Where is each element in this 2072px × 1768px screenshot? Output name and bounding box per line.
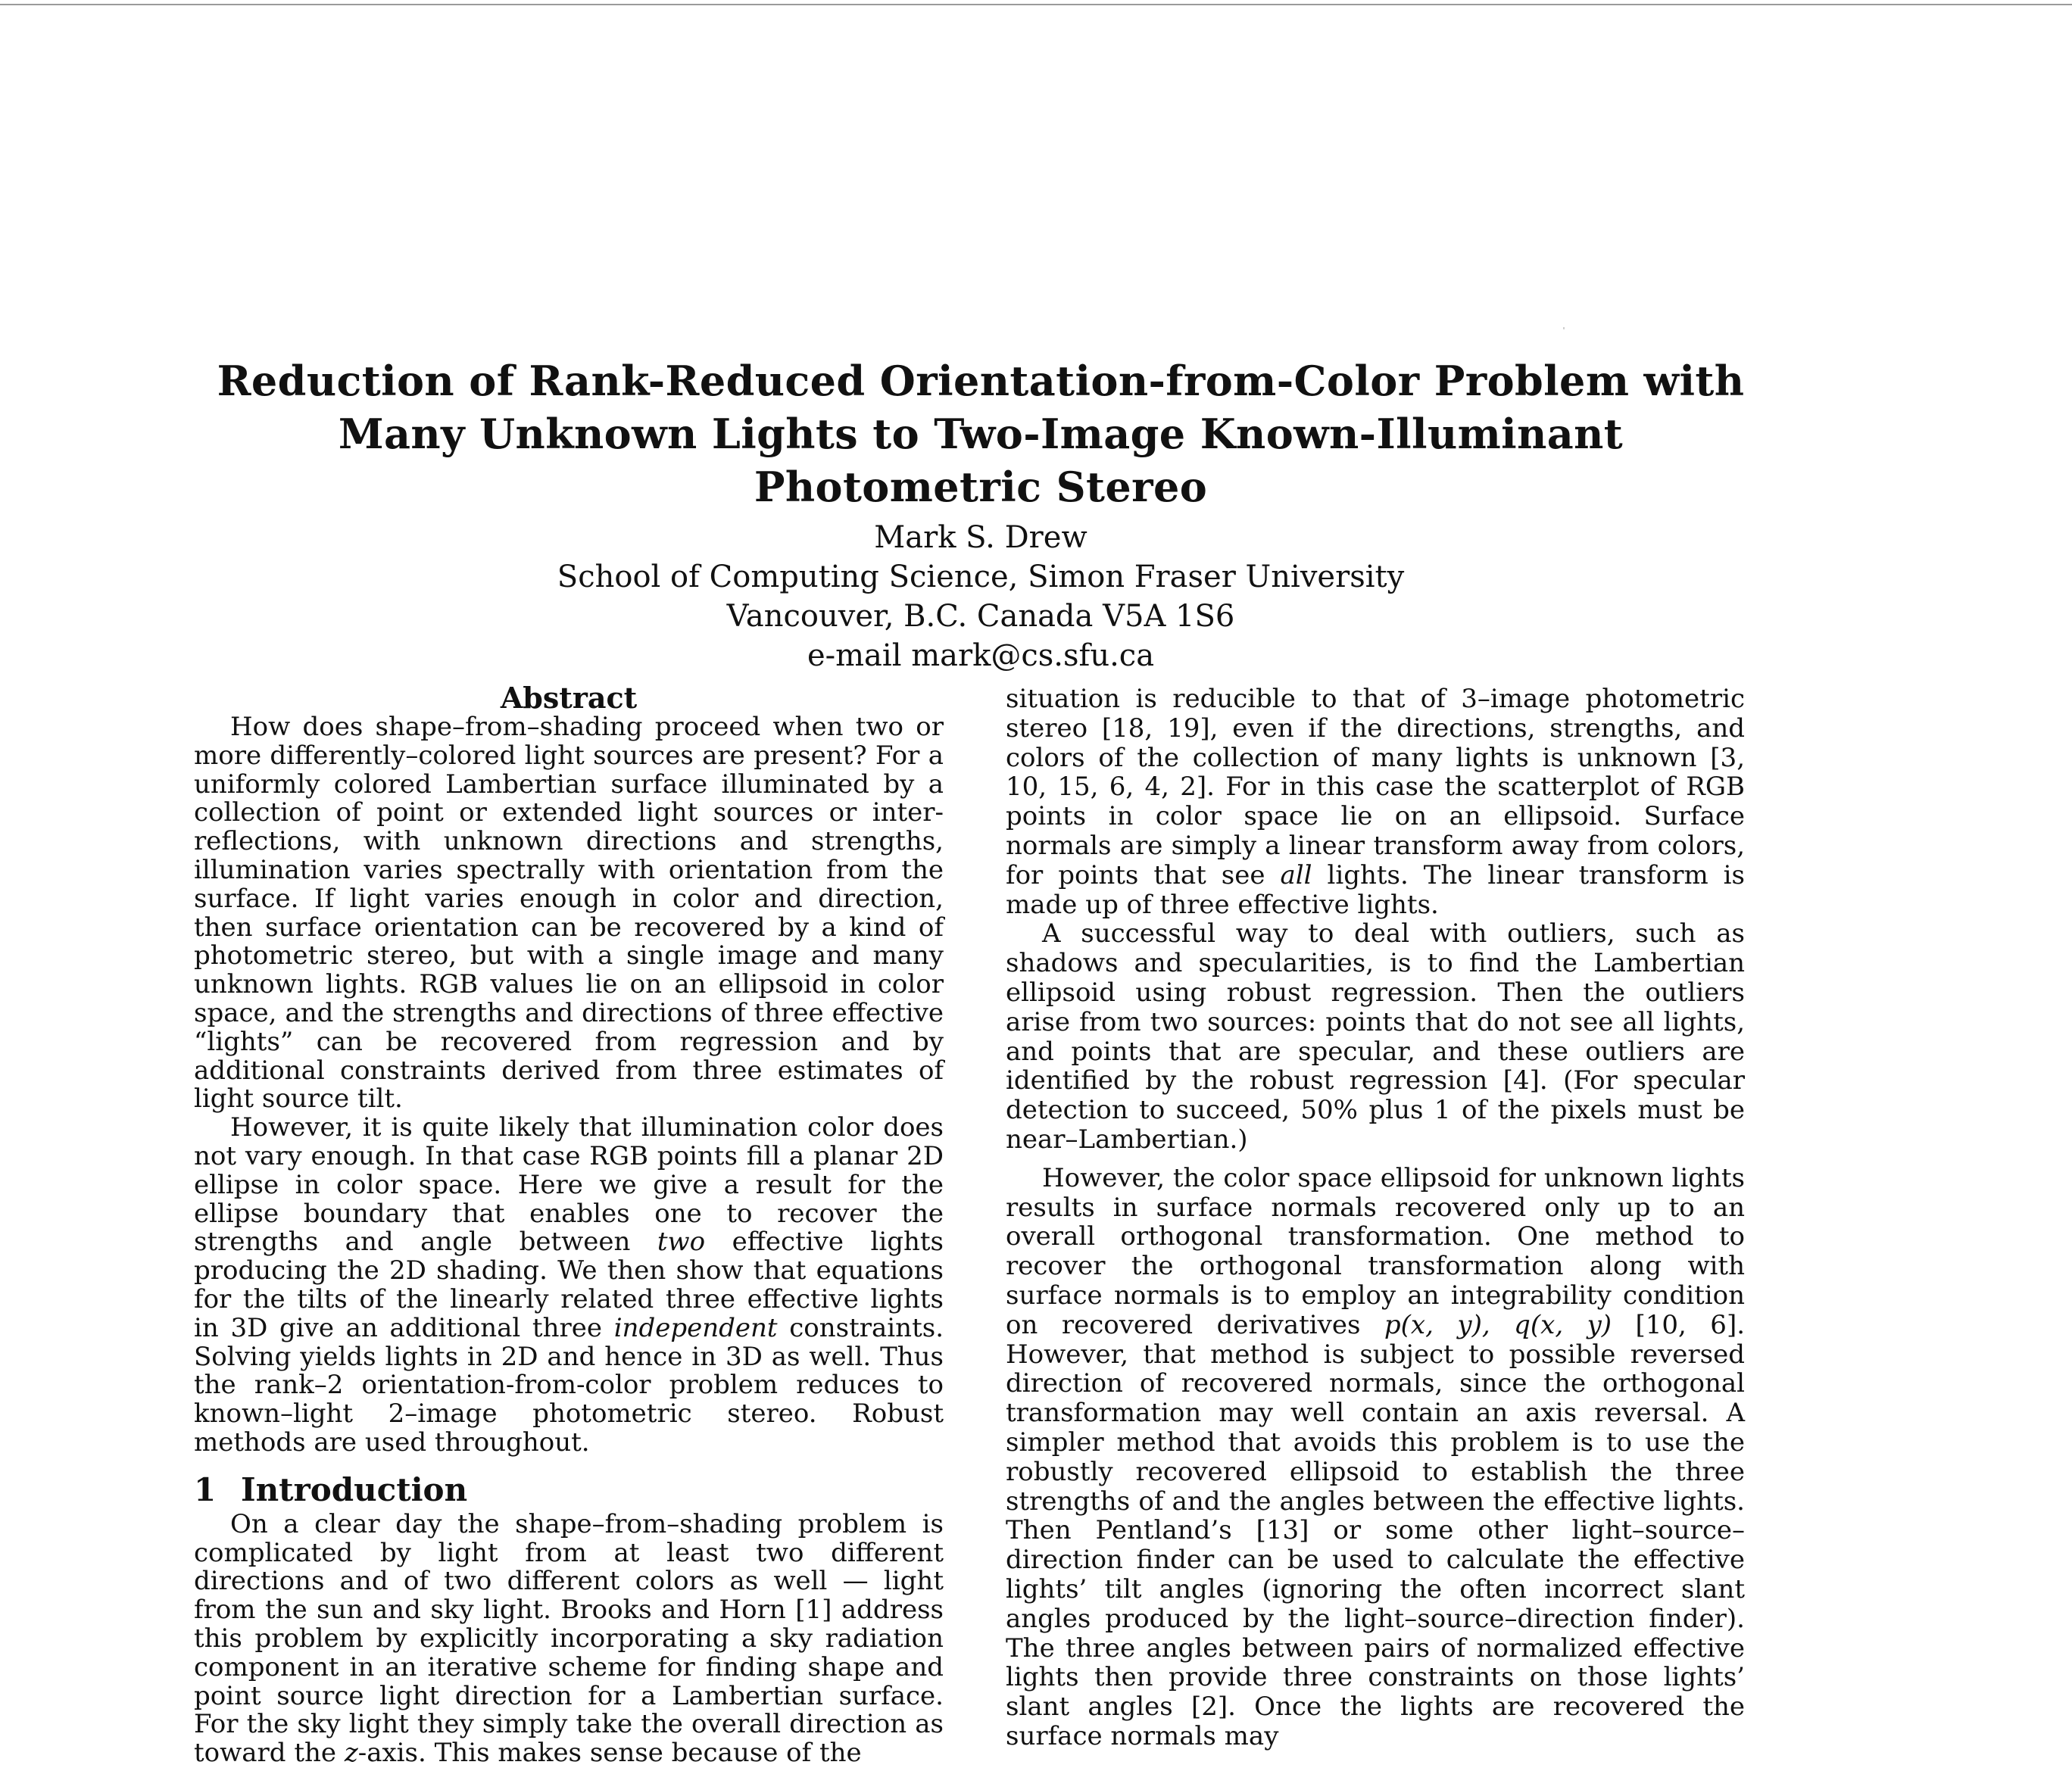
left-column xyxy=(194,683,944,1768)
right-paragraph-3 xyxy=(1006,1164,1745,1751)
abstract-p2-text: constraints. Solving yields lights in 2D and hence in 3D as well. Thus the rank–2 orientation-from-color problem reduces to known–light 2–image photometric stereo. Robust methods are used throughout. xyxy=(194,1312,944,1458)
author-affiliation: School of Computing Science, Simon Fraser University xyxy=(557,560,1405,594)
math-z: z xyxy=(344,1738,358,1768)
right-paragraph-1 xyxy=(1006,684,1745,919)
section-number: 1 xyxy=(194,1470,217,1508)
scan-speck xyxy=(1563,327,1565,329)
abstract-paragraph-1 xyxy=(194,713,944,1114)
intro-paragraph-1 xyxy=(194,1508,944,1768)
math-pq: p(x, y), q(x, y) xyxy=(1384,1309,1612,1340)
page-top-rule xyxy=(0,4,2072,5)
right-paragraph-2 xyxy=(1006,919,1745,1154)
intro-p1-text: -axis. This makes sense because of the xyxy=(357,1738,862,1768)
author-block xyxy=(182,518,1780,675)
right-p1-text: lights. The linear transform is made up of three effective lights. xyxy=(1006,859,1745,920)
emphasis-all: all xyxy=(1280,859,1312,890)
emphasis-independent: independent xyxy=(613,1312,778,1343)
title-line: Many Unknown Lights to Two-Image Known-Illuminant xyxy=(338,410,1624,458)
author-name: Mark S. Drew xyxy=(874,520,1087,555)
abstract-p2-text: However, it is quite likely that illumination color does not vary enough. In that case RGB points fill a planar 2D ellipse in color space. Here we give a result for the ellipse boundary that enables one to recover the strengths and angle between xyxy=(194,1112,944,1258)
abstract-heading: Abstract xyxy=(500,681,638,715)
author-email: e-mail mark@cs.sfu.ca xyxy=(807,638,1155,673)
section-title: Introduction xyxy=(241,1470,468,1508)
intro-p1-text: On a clear day the shape–from–shading problem is complicated by light from at least two different directions and of two different colors as well — light from the sun and sky light. Brooks and Horn [1] address this problem by explicitly incorporating a sky radiation component in an iterative scheme for finding shape and point source light direction for a Lambertian surface. For the sky light they simply take the overall direction as toward the xyxy=(194,1508,944,1768)
right-p1-text: situation is reducible to that of 3–image photometric stereo [18, 19], even if the directions, strengths, and colors of the collection of many lights is unknown [3, 10, 15, 6, 4, 2]. For in this case the scatterplot of RGB points in color space lie on an ellipsoid. Surface normals are simply a linear transform away from colors, for points that see xyxy=(1006,684,1745,890)
emphasis-two: two xyxy=(657,1227,706,1258)
section-heading-introduction xyxy=(194,1470,944,1508)
abstract-p2-text: effective lights producing the 2D shading. We then show that equations for the tilts of the linearly related three effective lights in 3D give an additional three xyxy=(194,1227,944,1343)
right-column xyxy=(1006,684,1745,1751)
right-p3-text: However, the color space ellipsoid for unknown lights results in surface normals recovered only up to an overall orthogonal transformation. One method to recover the orthogonal transformation along with surface normals is to employ an integrability condition on recovered derivatives xyxy=(1006,1162,1745,1340)
abstract-paragraph-2 xyxy=(194,1114,944,1458)
right-p3-text: [10, 6]. However, that method is subject to possible reversed direction of recovered normals, since the orthogonal transformation may well contain an axis reversal. A simpler method that avoids this problem is to use the robustly recovered ellipsoid to establish the three strengths of and the angles between the effective lights. Then Pentland’s [13] or some other light–source–direction finder can be used to calculate the effective lights’ tilt angles (ignoring the often incorrect slant angles produced by the light–source–direction finder). The three angles between pairs of normalized effective lights then provide three constraints on those lights’ slant angles [2]. Once the lights are recovered the surface normals may xyxy=(1006,1309,1746,1751)
right-p2-text: A successful way to deal with outliers, such as shadows and specularities, is to find the Lambertian ellipsoid using robust regression. Then the outliers arise from two sources: points that do not see all lights, and points that are specular, and these outliers are identified by the robust regression [4]. (For specular detection to succeed, 50% plus 1 of the pixels must be near–Lambertian.) xyxy=(1006,918,1745,1155)
author-address: Vancouver, B.C. Canada V5A 1S6 xyxy=(726,599,1235,634)
abstract-p1-text: How does shape–from–shading proceed when two or more differently–colored light sources are present? For a uniformly colored Lambertian surface illuminated by a collection of point or extended light sources or inter-reflections, with unknown directions and strengths, illumination varies spectrally with orientation from the surface. If light varies enough in color and direction, then surface orientation can be recovered by a kind of photometric stereo, but with a single image and many unknown lights. RGB values lie on an ellipsoid in color space, and the strengths and directions of three effective “lights” can be recovered from regression and by additional constraints derived from three estimates of light source tilt. xyxy=(194,712,944,1115)
title-line: Photometric Stereo xyxy=(754,463,1208,511)
title-line: Reduction of Rank-Reduced Orientation-from-Color Problem with xyxy=(217,357,1745,405)
paper-title xyxy=(182,354,1780,513)
